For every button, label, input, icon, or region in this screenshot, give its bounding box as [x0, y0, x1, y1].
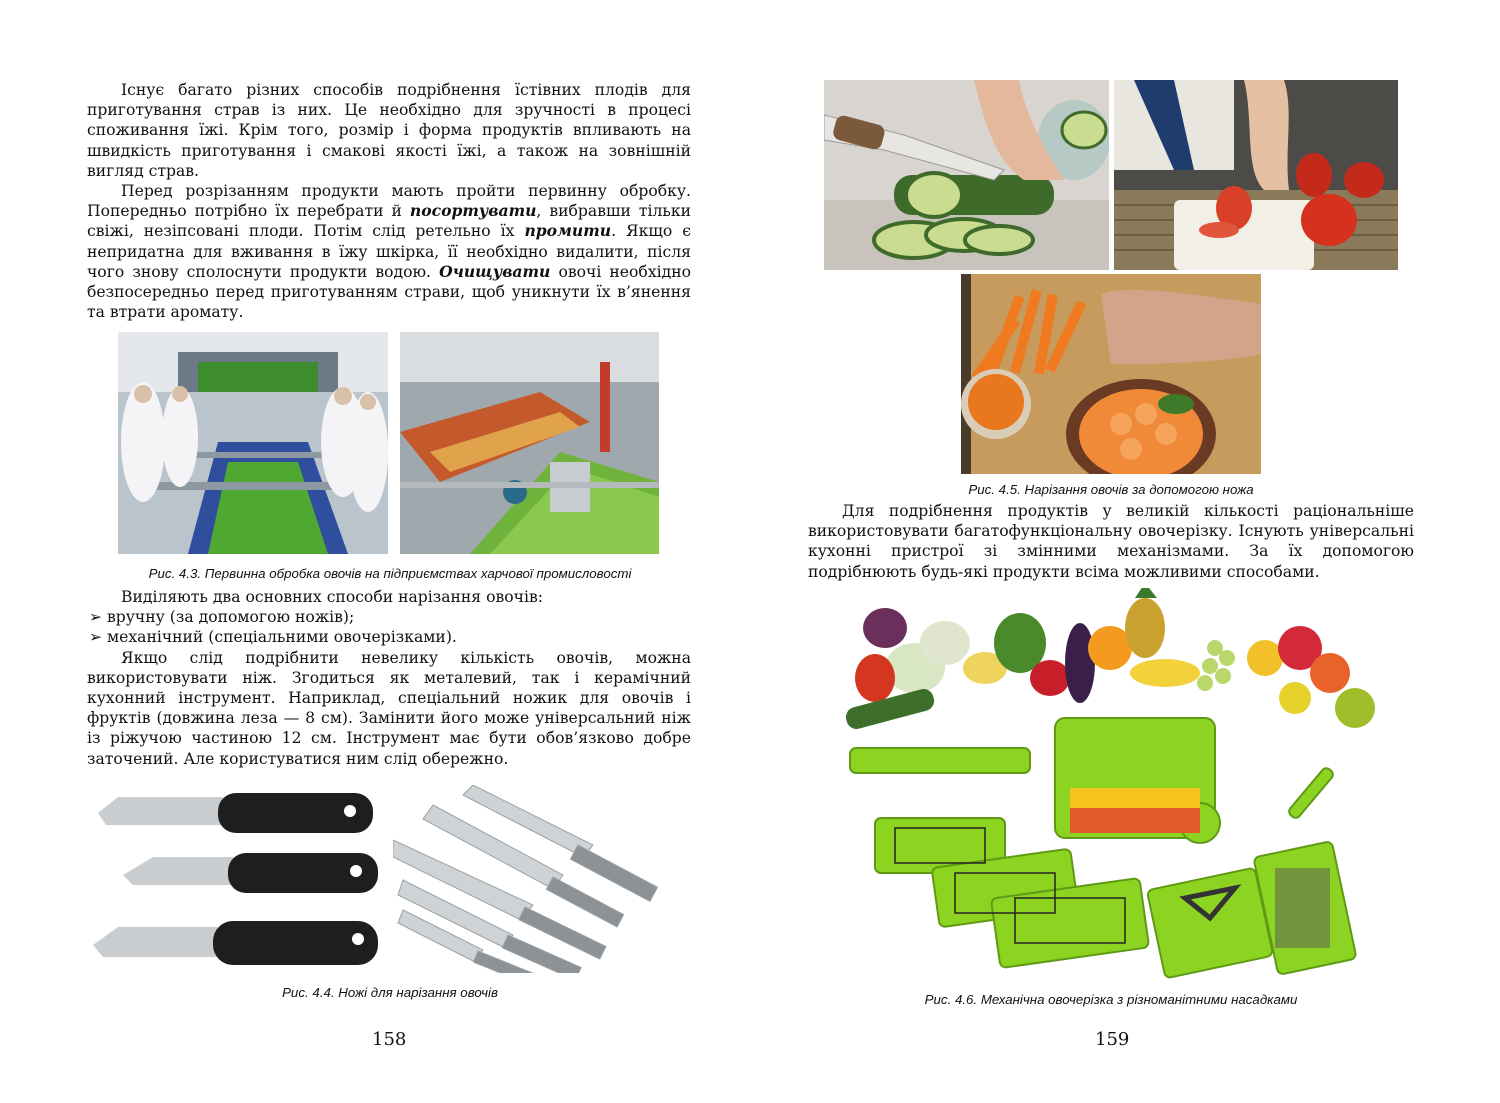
cucumber-cutting-photo — [824, 80, 1109, 270]
fig-4-5-caption: Рис. 4.5. Нарізання овочів за допомогою ножа — [968, 482, 1254, 497]
carrot-cutting-photo — [961, 274, 1261, 474]
paragraph-slicer: Для подрібнення продуктів у великій кількості раціональніше використовувати багатофункціональну овочерізку. Існують універсальні кухонні пристрої зі змінними механізмами. За їх допомогою подрібнюють будь-які продукти всіма можливими способами. — [808, 502, 1414, 581]
page-number: 158 — [372, 1029, 407, 1050]
term-sort: посортувати — [409, 201, 537, 221]
vegetable-knives-photo — [88, 785, 383, 973]
chef-knives-photo — [393, 785, 678, 973]
right-page — [750, 0, 1500, 1103]
page-number: 159 — [1095, 1029, 1130, 1050]
fig-4-3-caption: Рис. 4.3. Первинна обробка овочів на підприємствах харчової промисловості — [148, 566, 632, 581]
intro-text — [87, 80, 691, 322]
slicer-text — [808, 501, 1414, 582]
paragraph-methods: Виділяють два основних способи нарізання овочів: — [121, 588, 543, 606]
arrow-bullet-icon: ➢ — [89, 608, 103, 627]
factory-conveyor-photo — [400, 332, 659, 554]
vegetable-slicer-photo — [845, 588, 1385, 983]
list-item: ➢ механічний (спеціальними овочерізками). — [89, 628, 457, 647]
methods-text — [87, 587, 691, 769]
arrow-bullet-icon: ➢ — [89, 628, 103, 647]
tomato-cutting-photo — [1114, 80, 1398, 270]
list-item: ➢ вручну (за допомогою ножів); — [89, 608, 355, 627]
paragraph-preprocessing: Перед розрізанням продукти мають пройти первинну обробку. Попередньо потрібно їх перебрати й посортувати, вибравши тільки свіжі, незіпсовані плоди. Потім слід ретельно їх промити. Якщо є непридатна для вживання в їжу шкірка, її необхідно видалити, після чого знову сполоснути продукти водою. Очищувати овочі необхідно безпосередньо перед приготуванням страви, щоб уникнути їх в’янення та втрати аромату. — [87, 182, 692, 322]
paragraph-intro: Існує багато різних способів подрібнення їстівних плодів для приготування страв із них. Це необхідно для зручності в процесі споживання їжі. Крім того, розмір і форма продуктів впливають на швидкість приготування і смакові якості їжі, а також на зовнішній вигляд страв. — [87, 81, 691, 180]
paragraph-knives: Якщо слід подрібнити невелику кількість овочів, можна використовувати ніж. Згодиться як металевий, так і керамічний кухонний інструмент. Наприклад, спеціальний ножик для овочів і фруктів (довжина леза — 8 см). Замінити його може універсальний ніж із ріжучою частиною 12 см. Інструмент має бути обов’язково добре заточений. Але користуватися ним слід обережно. — [87, 648, 691, 768]
fig-4-4-caption: Рис. 4.4. Ножі для нарізання овочів — [282, 985, 498, 1000]
term-peel: Очищувати — [439, 261, 551, 281]
term-wash: промити — [524, 221, 612, 241]
factory-workers-photo — [118, 332, 388, 554]
fig-4-6-caption: Рис. 4.6. Механічна овочерізка з різноманітними насадками — [924, 992, 1298, 1007]
